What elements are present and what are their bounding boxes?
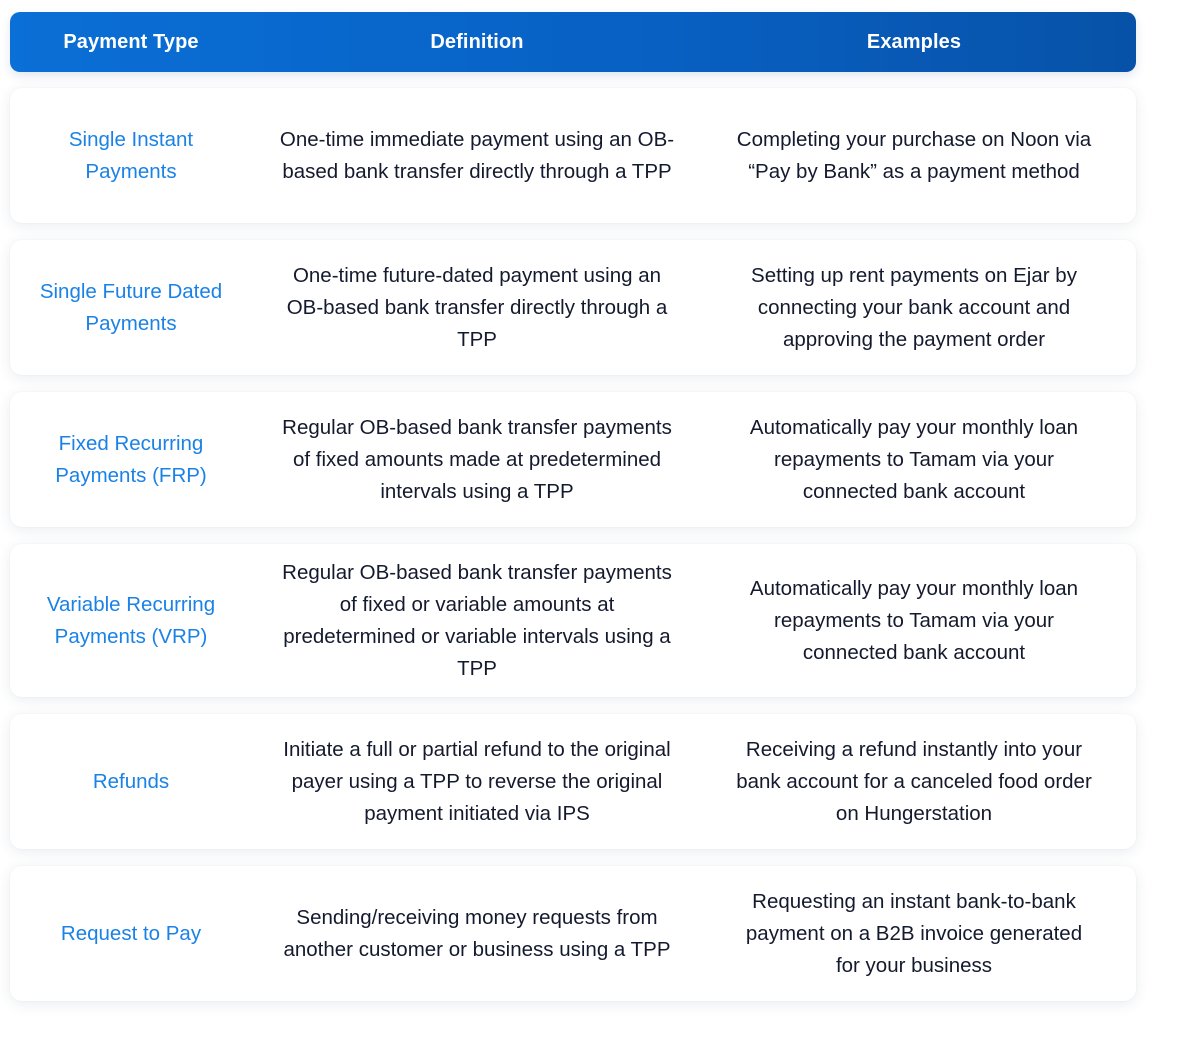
- payment-type-label: Refunds: [92, 769, 170, 793]
- definition-text: Initiate a full or partial refund to the original payer using a TPP to reverse the original payment initiated via IPS: [283, 737, 671, 825]
- example-text: Automatically pay your monthly loan repayments to Tamam via your connected bank account: [749, 415, 1079, 503]
- header-definition: Definition: [430, 30, 524, 53]
- table-row: [10, 714, 1136, 849]
- table-row: [10, 544, 1136, 697]
- table-row: [10, 392, 1136, 527]
- example-text: Requesting an instant bank-to-bank payment on a B2B invoice generated for your business: [745, 889, 1083, 977]
- definition-text: One-time future-dated payment using an OB-based bank transfer directly through a TPP: [286, 263, 668, 351]
- payment-type-label: Request to Pay: [60, 921, 202, 945]
- header-examples: Examples: [866, 30, 962, 53]
- definition-text: Regular OB-based bank transfer payments of fixed amounts made at predetermined intervals using a TPP: [282, 415, 672, 503]
- payment-type-label: Single Future Dated Payments: [39, 279, 223, 335]
- table-row: [10, 866, 1136, 1001]
- payment-type-label: Fixed Recurring Payments (FRP): [55, 431, 207, 487]
- table-header: [10, 12, 1136, 72]
- table-row: [10, 88, 1136, 223]
- definition-text: Sending/receiving money requests from another customer or business using a TPP: [283, 905, 671, 961]
- payment-type-label: Variable Recurring Payments (VRP): [46, 592, 216, 648]
- example-text: Setting up rent payments on Ejar by connecting your bank account and approving the payment order: [751, 263, 1077, 351]
- header-payment-type: Payment Type: [63, 30, 199, 53]
- example-text: Receiving a refund instantly into your bank account for a canceled food order on Hungerstation: [736, 737, 1092, 825]
- definition-text: Regular OB-based bank transfer payments of fixed or variable amounts at predetermined or variable intervals using a TPP: [282, 560, 672, 680]
- table-row: [10, 240, 1136, 375]
- example-text: Automatically pay your monthly loan repayments to Tamam via your connected bank account: [749, 576, 1079, 664]
- payment-type-label: Single Instant Payments: [68, 127, 194, 183]
- example-text: Completing your purchase on Noon via “Pay by Bank” as a payment method: [736, 127, 1092, 183]
- definition-text: One-time immediate payment using an OB-based bank transfer directly through a TPP: [279, 127, 675, 183]
- payment-types-table: [10, 12, 1136, 977]
